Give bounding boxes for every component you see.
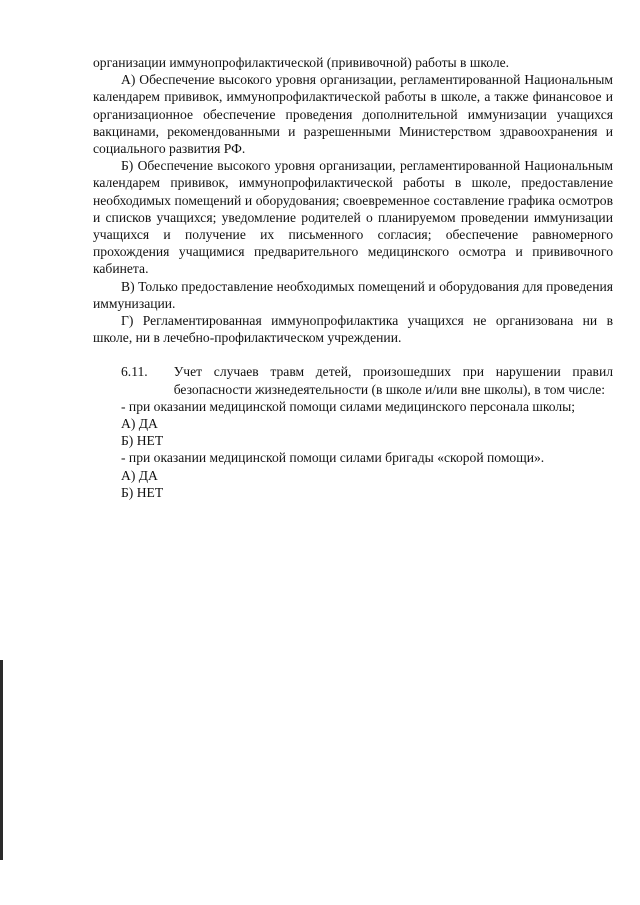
- subitem-ambulance-yes: А) ДА: [121, 467, 158, 483]
- scan-edge-mark: [0, 660, 3, 860]
- paragraph-intro: организации иммунопрофилактической (прививочной) работы в школе.: [93, 55, 510, 70]
- question-number: 6.11.: [121, 364, 148, 380]
- document-body: [93, 54, 613, 501]
- question-text: Учет случаев травм детей, произошедших при нарушении правил безопасности жизнедеятельности (в школе и/или вне школы), в том числе:: [173, 364, 613, 397]
- option-b: Б) Обеспечение высокого уровня организации, регламентированной Национальным календарем прививок, иммунопрофилактической работы в школе, предоставление необходимых помещений и оборудования; своевременное составление графика осмотров и списков учащихся; уведомление родителей о планируемом проведении иммунизации учащихся и получение их письменного согласия; обеспечение равномерного прохождения учащимися предварительного медицинского осмотра и прививочного кабинета.: [93, 158, 613, 277]
- option-a: А) Обеспечение высокого уровня организации, регламентированной Национальным календарем прививок, иммунопрофилактической работы в школе, а также финансовое и организационное обеспечение проведения дополнительной иммунизации учащихся вакцинами, рекомендованными и разрешенными Министерством здравоохранения и социального развития РФ.: [93, 72, 613, 157]
- subitem-school-staff-yes: А) ДА: [121, 416, 158, 432]
- subitem-school-staff-no: Б) НЕТ: [121, 433, 164, 449]
- question-6-11: [93, 363, 613, 397]
- option-d: Г) Регламентированная иммунопрофилактика учащихся не организована ни в школе, ни в лечебно-профилактическом учреждении.: [93, 313, 613, 346]
- subitem-school-staff: - при оказании медицинской помощи силами медицинского персонала школы;: [121, 398, 576, 414]
- option-c: В) Только предоставление необходимых помещений и оборудования для проведения иммунизации.: [93, 278, 613, 311]
- spacer: [93, 346, 613, 363]
- subitem-ambulance: - при оказании медицинской помощи силами бригады «скорой помощи».: [121, 450, 545, 466]
- subitem-ambulance-no: Б) НЕТ: [121, 484, 164, 500]
